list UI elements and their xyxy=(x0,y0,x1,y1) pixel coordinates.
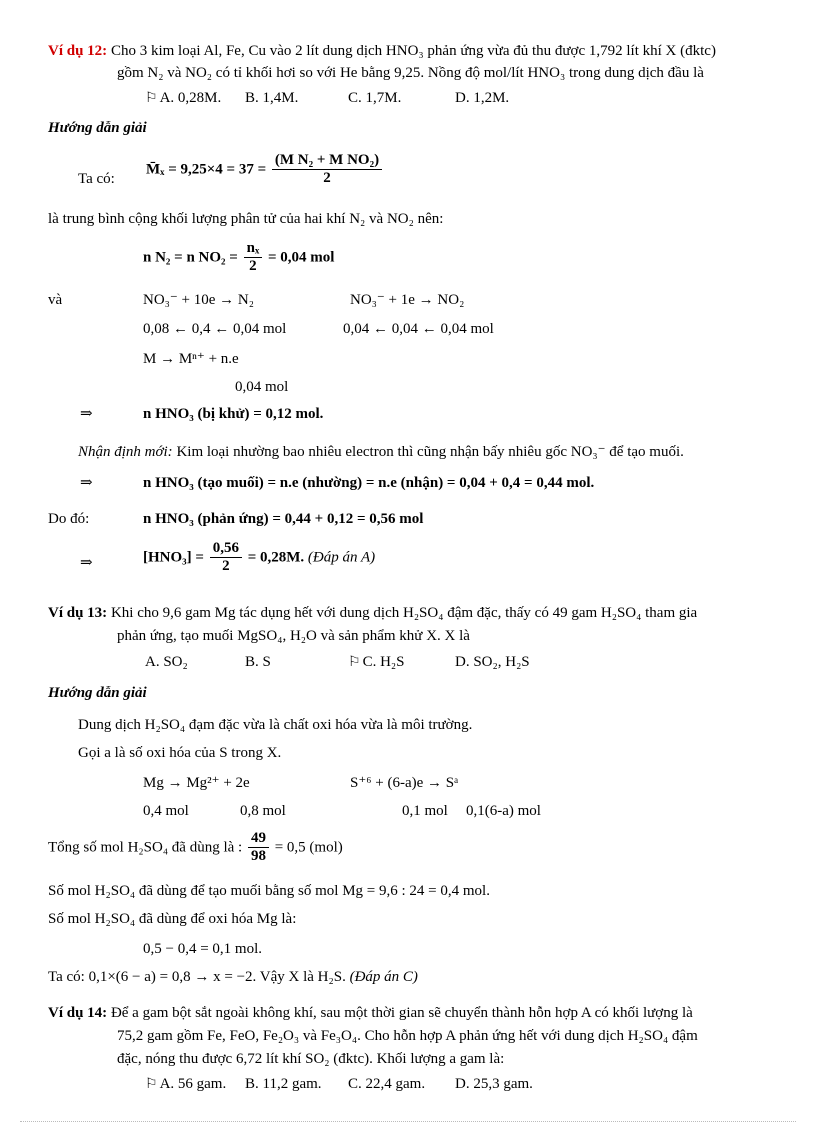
flag-icon: ⚐ xyxy=(348,655,361,670)
ex13-s5: 0,5 − 0,4 = 0,1 mol. xyxy=(143,941,263,957)
example-12-line1: Cho 3 kim loại Al, Fe, Cu vào 2 lít dung dịch HNO₃ phản ứng vừa đủ thu được 1,792 lít khí X (đktc) xyxy=(110,43,716,59)
example-14-line1: Để a gam bột sắt ngoài không khí, sau một thời gian sẽ chuyển thành hỗn hợp A có khối lượng là xyxy=(110,1005,693,1021)
ex13-s4: Số mol H₂SO₄ đã dùng để oxi hóa Mg là: xyxy=(48,911,297,927)
mx-denominator: 2 xyxy=(323,170,331,186)
n-numerator: nₓ xyxy=(244,240,263,258)
n-fraction xyxy=(244,240,263,275)
ex13-s1: Dung dịch H₂SO₄ đạm đặc vừa là chất oxi hóa vừa là môi trường. xyxy=(78,717,473,733)
ex12-option-b[interactable]: B. 1,4M. xyxy=(245,90,299,106)
ex13-option-b[interactable]: B. S xyxy=(245,654,271,670)
mx-fraction xyxy=(272,152,382,187)
ex12-n-formula xyxy=(143,240,334,275)
ex12-mx-formula xyxy=(146,152,384,187)
nhan-dinh-label: Nhận định mới: xyxy=(78,444,173,460)
example-13-header xyxy=(48,604,697,622)
ex12-option-a[interactable]: ⚐ A. 0,28M. xyxy=(145,90,222,106)
ex12-n-bikhu: n HNO₃ (bị khử) = 0,12 mol. xyxy=(143,406,324,422)
ex12-option-d[interactable]: D. 1,2M. xyxy=(455,90,510,106)
ex12-reaction-2b: 0,04 ← 0,04 ← 0,04 mol xyxy=(343,321,494,337)
tong-text: Tổng số mol H₂SO₄ đã dùng là : xyxy=(48,839,243,856)
ex14-option-a[interactable]: ⚐ A. 56 gam. xyxy=(145,1076,227,1092)
example-13-line1: Khi cho 9,6 gam Mg tác dụng hết với dung dịch H₂SO₄ đậm đặc, thấy có 49 gam H₂SO₄ tham gia xyxy=(110,605,698,621)
conc-lhs: [HNO₃] = xyxy=(143,549,204,566)
example-12-label: Ví dụ 12: xyxy=(48,43,108,59)
ex13-reaction-2b: 0,8 mol xyxy=(240,803,286,819)
ex12-n-phanung: n HNO₃ (phản ứng) = 0,44 + 0,12 = 0,56 mol xyxy=(143,511,424,527)
ex14-option-c[interactable]: C. 22,4 gam. xyxy=(348,1076,426,1092)
conc-denominator: 2 xyxy=(222,558,230,574)
implies-arrow: ⇒ xyxy=(80,406,93,422)
example-14-header xyxy=(48,1004,693,1022)
nhan-dinh-text: Kim loại nhường bao nhiêu electron thì cũng nhận bấy nhiêu gốc NO₃⁻ để tạo muối. xyxy=(176,444,684,460)
conc-rhs: = 0,28M. xyxy=(247,549,305,566)
ex13-reaction-2a: 0,4 mol xyxy=(143,803,189,819)
ex13-option-a[interactable]: A. SO₂ xyxy=(145,654,188,670)
ex13-s6 xyxy=(48,968,418,986)
n-lhs: n N₂ = n NO₂ = xyxy=(143,249,238,266)
example-14-line2: 75,2 gam gồm Fe, FeO, Fe₂O₃ và Fe₃O₄. Cho hỗn hợp A phản ứng hết với dung dịch H₂SO₄ đậm xyxy=(117,1028,698,1044)
ex13-option-d[interactable]: D. SO₂, H₂S xyxy=(455,654,530,670)
s6-answer: (Đáp án C) xyxy=(349,969,418,985)
ex13-s2: Gọi a là số oxi hóa của S trong X. xyxy=(78,745,282,761)
ex12-reaction-1a: NO₃⁻ + 10e → N₂ xyxy=(143,292,254,308)
tong-rhs: = 0,5 (mol) xyxy=(274,839,343,856)
example-12-header xyxy=(48,42,716,60)
example-14-label: Ví dụ 14: xyxy=(48,1005,108,1021)
ex12-n-taomuoi: n HNO₃ (tạo muối) = n.e (nhường) = n.e (nhận) = 0,04 + 0,4 = 0,44 mol. xyxy=(143,475,595,491)
ex12-reaction-3: M → Mⁿ⁺ + n.e xyxy=(143,351,239,367)
ex13-reaction-1a: Mg → Mg²⁺ + 2e xyxy=(143,775,250,791)
page-bottom-divider xyxy=(20,1121,796,1122)
ex12-avg-text: là trung bình cộng khối lượng phân tử của hai khí N₂ và NO₂ nên: xyxy=(48,211,444,227)
ex13-reaction-2c: 0,1 mol xyxy=(402,803,448,819)
ex12-reaction-4: 0,04 mol xyxy=(235,379,289,395)
example-12-line2: gồm N₂ và NO₂ có tỉ khối hơi so với He bằng 9,25. Nồng độ mol/lít HNO₃ trong dung dịch đầu là xyxy=(117,65,704,81)
ex14-option-d[interactable]: D. 25,3 gam. xyxy=(455,1076,533,1092)
ex12-guide-heading: Hướng dẫn giải xyxy=(48,120,147,136)
ex13-reaction-1b: S⁺⁶ + (6-a)e → Sᵃ xyxy=(350,775,459,791)
tong-denominator: 98 xyxy=(250,848,266,864)
flag-icon: ⚐ xyxy=(145,1077,158,1092)
ex12-option-c[interactable]: C. 1,7M. xyxy=(348,90,402,106)
ex12-nhan-dinh xyxy=(78,443,684,461)
ex12-concentration xyxy=(143,540,375,575)
mx-lhs: M̄ₓ = 9,25×4 = 37 = xyxy=(146,161,267,178)
tong-fraction xyxy=(248,830,269,865)
implies-arrow: ⇒ xyxy=(80,475,93,491)
ex13-tong xyxy=(48,830,343,865)
ex13-guide-heading: Hướng dẫn giải xyxy=(48,685,147,701)
example-13-line2: phản ứng, tạo muối MgSO₄, H₂O và sản phẩm khử X. X là xyxy=(117,628,470,644)
ex12-reaction-2a: 0,08 ← 0,4 ← 0,04 mol xyxy=(143,321,287,337)
ex12-reaction-1b: NO₃⁻ + 1e → NO₂ xyxy=(350,292,465,308)
s6-text: Ta có: 0,1×(6 − a) = 0,8 → x = −2. Vậy X là H₂S. xyxy=(48,969,346,985)
ex12-va: và xyxy=(48,292,63,308)
example-13-label: Ví dụ 13: xyxy=(48,605,108,621)
conc-answer: (Đáp án A) xyxy=(307,549,376,566)
ex13-option-c[interactable]: ⚐ C. H₂S xyxy=(348,654,405,670)
conc-fraction xyxy=(210,540,242,575)
n-rhs: = 0,04 mol xyxy=(268,249,335,266)
n-denominator: 2 xyxy=(249,258,257,274)
tong-numerator: 49 xyxy=(248,830,269,848)
ex12-taco: Ta có: xyxy=(78,171,115,187)
example-14-line3: đặc, nóng thu được 6,72 lít khí SO₂ (đktc). Khối lượng a gam là: xyxy=(117,1051,505,1067)
flag-icon: ⚐ xyxy=(145,91,158,106)
conc-numerator: 0,56 xyxy=(210,540,242,558)
ex14-option-b[interactable]: B. 11,2 gam. xyxy=(245,1076,322,1092)
ex12-do-do: Do đó: xyxy=(48,511,90,527)
implies-arrow: ⇒ xyxy=(80,555,93,571)
mx-numerator: (M N₂ + M NO₂) xyxy=(272,152,382,170)
ex13-s3: Số mol H₂SO₄ đã dùng để tạo muối bằng số mol Mg = 9,6 : 24 = 0,4 mol. xyxy=(48,883,490,899)
ex13-reaction-2d: 0,1(6-a) mol xyxy=(466,803,541,819)
